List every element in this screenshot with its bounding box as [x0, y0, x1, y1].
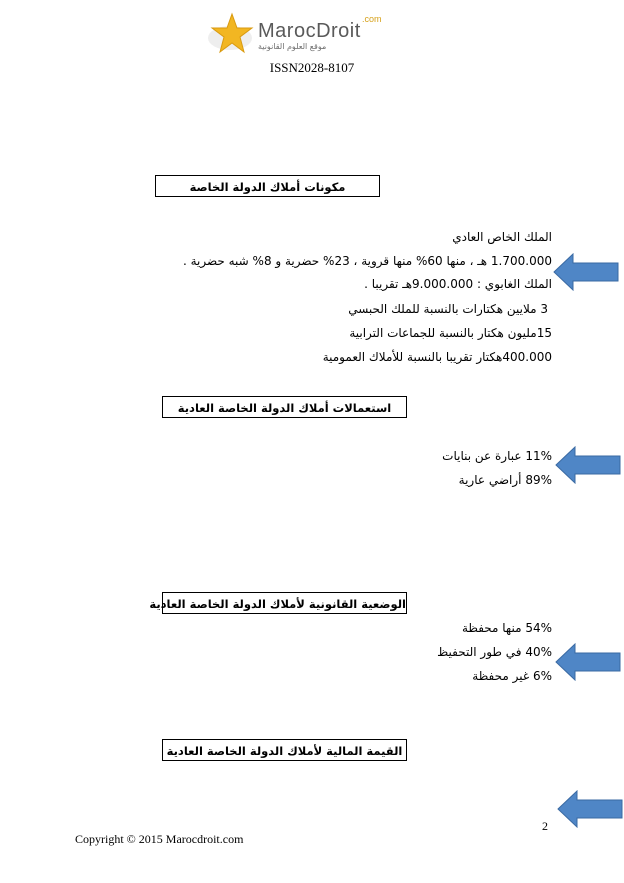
left-arrow-icon: [555, 446, 621, 484]
text-line: الملك الخاص العادي: [452, 230, 552, 244]
issn: ISSN2028-8107: [269, 60, 355, 75]
section-title-uses: استعمالات أملاك الدولة الخاصة العادية: [162, 396, 407, 418]
text-line: 3 ملايين هكتارات بالنسبة للملك الحبسي: [348, 302, 548, 316]
section-title-components: مكونات أملاك الدولة الخاصة: [155, 175, 380, 197]
logo-tagline: موقع العلوم القانونية: [258, 42, 327, 51]
text-line: الملك الغابوي : 9.000.000هـ تقريبا .: [364, 277, 552, 291]
page-number: 2: [542, 819, 548, 833]
logo-name: MarocDroit: [258, 20, 361, 42]
left-arrow-icon: [555, 643, 621, 681]
section-title-financial-value: القيمة المالية لأملاك الدولة الخاصة العادية: [162, 739, 407, 761]
text-line: 400.000هكتار تقريبا بالنسبة للأملاك العمومية: [322, 350, 552, 364]
logo-domain: .com: [362, 14, 382, 24]
text-line: 1.700.000 هـ ، منها 60% منها قروية ، 23% حضرية و 8% شبه حضرية .: [182, 254, 552, 268]
text-line: 54% منها محفظة: [461, 621, 552, 635]
left-arrow-icon: [553, 253, 619, 291]
section-title-legal-status: الوضعية القانونية لأملاك الدولة الخاصة العادية: [162, 592, 407, 614]
left-arrow-icon: [557, 790, 623, 828]
text-line: 11% عبارة عن بنايات: [442, 449, 552, 463]
text-line: 6% غير محفظة: [472, 669, 552, 683]
copyright: Copyright © 2015 Marocdroit.com: [75, 832, 244, 846]
text-line: 15مليون هكتار بالنسبة للجماعات الترابية: [349, 326, 552, 340]
text-line: 89% أراضي عارية: [458, 473, 552, 487]
text-line: 40% في طور التحفيظ: [437, 645, 552, 659]
